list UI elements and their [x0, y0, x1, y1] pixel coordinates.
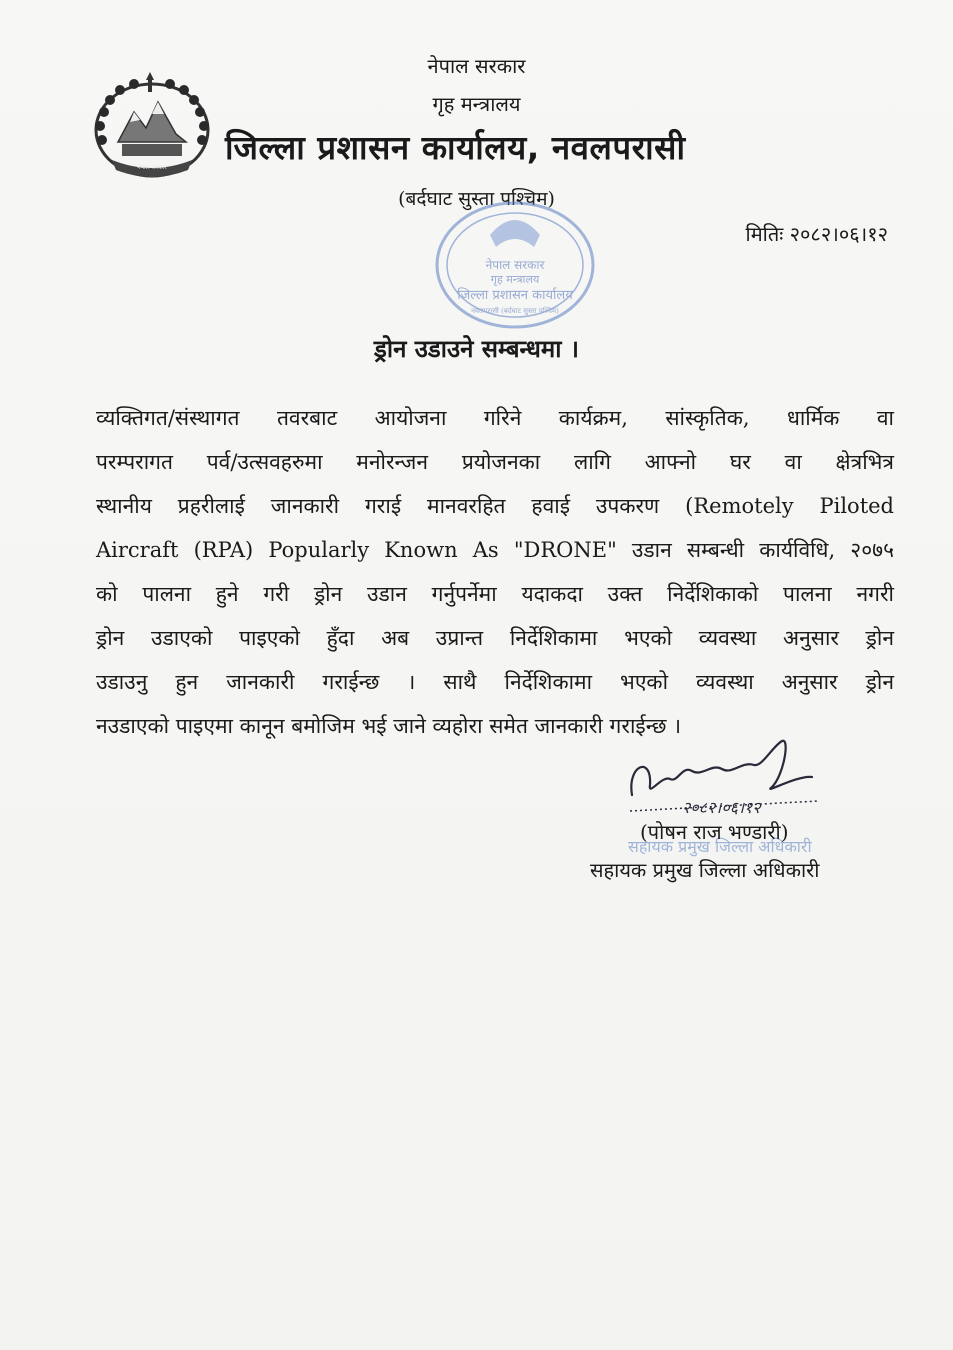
body-line: नउडाएको पाइएमा कानून बमोजिम भई जाने व्यहोरा समेत जानकारी गराईन्छ ।: [96, 714, 682, 738]
letter-subject: ड्रोन उडाउने सम्बन्धमा ।: [374, 335, 579, 363]
stamp-line-3: जिल्ला प्रशासन कार्यालय: [457, 288, 573, 303]
body-line: परम्परागत पर्व/उत्सवहरुमा मनोरन्जन प्रयोजनका लागि आफ्नो घर वा क्षेत्रभित्र: [96, 450, 894, 474]
office-title: जिल्ला प्रशासन कार्यालय, नवलपरासी: [225, 128, 686, 167]
government-name: नेपाल सरकार: [427, 54, 526, 78]
body-line: स्थानीय प्रहरीलाई जानकारी गराई मानवरहित हवाई उपकरण (Remotely Piloted: [96, 494, 894, 518]
body-line: ड्रोन उडाएको पाइएको हुँदा अब उप्रान्त निर्देशिकामा भएको व्यवस्था अनुसार ड्रोन: [96, 626, 894, 650]
ministry-name: गृह मन्त्रालय: [432, 92, 521, 116]
handwritten-date: २०८२।०६।१२: [682, 798, 761, 817]
office-location: (बर्दघाट सुस्ता पश्चिम): [398, 188, 555, 210]
nepal-emblem-icon: [90, 72, 214, 182]
stamp-line-4: नवलपरासी (बर्दघाट सुस्ता पश्चिम): [471, 307, 559, 315]
body-line: उडाउनु हुन जानकारी गराईन्छ । साथै निर्देशिकामा भएको व्यवस्था अनुसार ड्रोन: [96, 670, 894, 694]
handwritten-signature-icon: [622, 735, 832, 825]
stamp-line-2: गृह मन्त्रालय: [490, 273, 540, 286]
emblem-text: नेपाल सरकार: [137, 164, 167, 171]
body-line: Aircraft (RPA) Popularly Known As "DRONE" उडान सम्बन्धी कार्यविधि, २०७५: [96, 538, 894, 562]
letter-date: मितिः २०८२।०६।१२: [745, 222, 888, 246]
signer-title: सहायक प्रमुख जिल्ला अधिकारी: [590, 858, 820, 882]
signer-name: (पोषन राज भण्डारी): [640, 820, 789, 844]
body-line: व्यक्तिगत/संस्थागत तवरबाट आयोजना गरिने कार्यक्रम, सांस्कृतिक, धार्मिक वा: [96, 406, 894, 430]
stamp-line-1: नेपाल सरकार: [485, 258, 545, 272]
office-stamp-icon: [430, 195, 600, 335]
letter-body: [96, 396, 894, 748]
designation-stamp-text: सहायक प्रमुख जिल्ला अधिकारी: [628, 837, 812, 856]
body-line: को पालना हुने गरी ड्रोन उडान गर्नुपर्नेमा यदाकदा उक्त निर्देशिकाको पालना नगरी: [96, 582, 894, 606]
